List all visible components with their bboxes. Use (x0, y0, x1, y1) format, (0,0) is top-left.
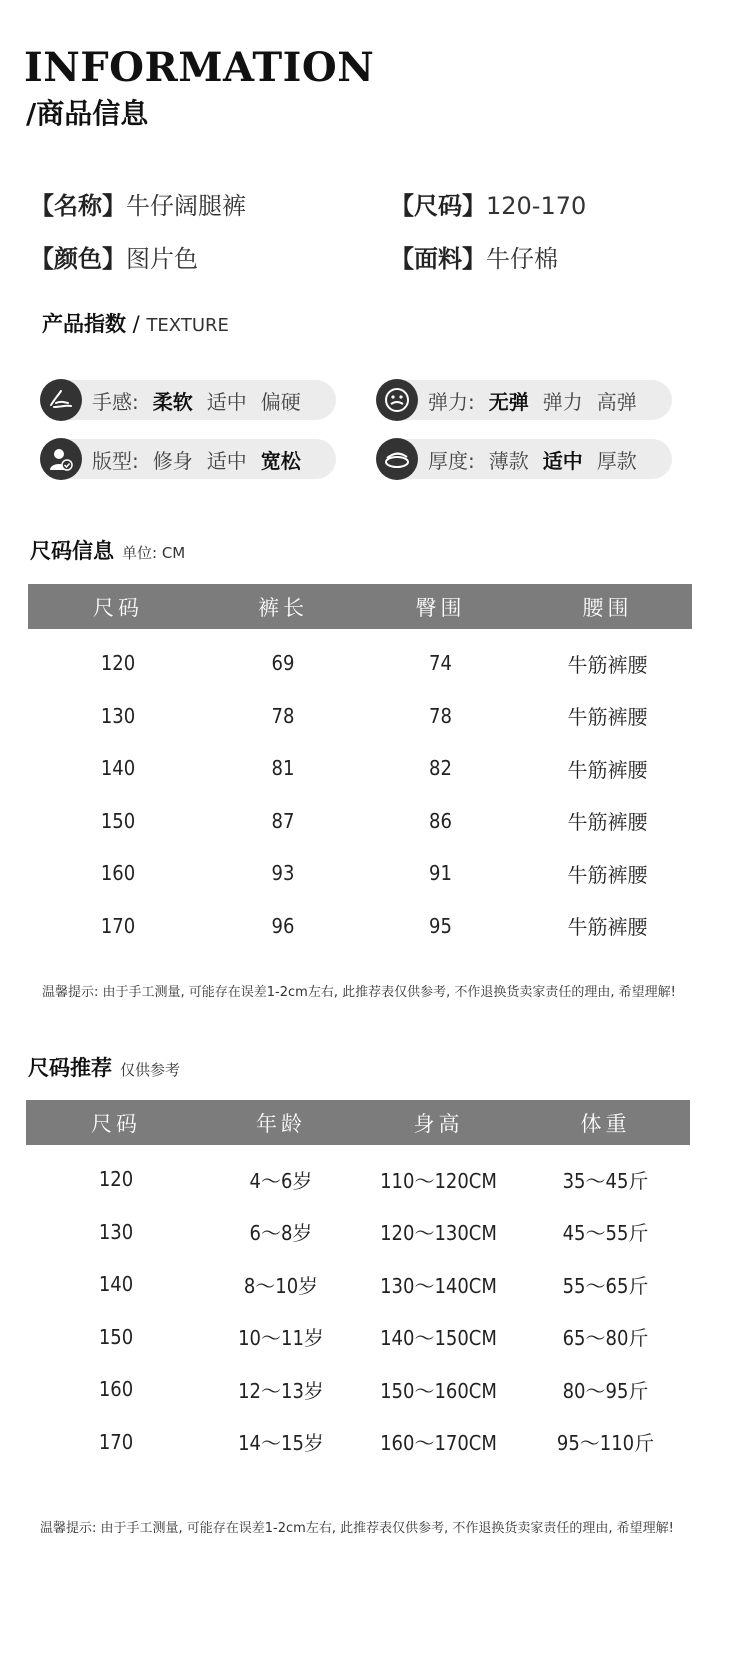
size-rec-header-cell: 年龄 (256, 1111, 306, 1136)
table-cell: 95 (429, 913, 452, 938)
table-cell: 87 (271, 808, 295, 833)
table-row (28, 742, 692, 795)
size-info-header-row (28, 584, 692, 629)
table-row (26, 1416, 690, 1469)
info-fabric-value: 牛仔棉 (486, 245, 558, 273)
thickness-option-1: 薄款 (488, 448, 529, 473)
table-cell: 95～110斤 (556, 1431, 655, 1456)
size-rec-note: 温馨提示: 由于手工测量, 可能存在误差1-2cm左右, 此推荐表仅供参考, 不作退换货卖家责任的理由, 希望理解! (40, 1521, 674, 1536)
table-row (28, 900, 692, 953)
table-cell: 120～130CM (380, 1221, 497, 1246)
table-cell: 65～80斤 (562, 1326, 649, 1351)
table-cell: 120 (100, 651, 136, 676)
size-info-title (30, 535, 185, 565)
info-fabric-key: 【面料】 (390, 245, 486, 273)
texture-slash: / (126, 312, 147, 336)
table-cell: 牛筋裤腰 (567, 810, 648, 835)
info-name-key: 【名称】 (30, 192, 126, 220)
table-cell: 12～13岁 (238, 1378, 324, 1403)
feel-option-2: 适中 (206, 389, 247, 414)
info-size-value: 120-170 (486, 192, 587, 220)
size-info-unit: 单位: CM (122, 544, 186, 562)
page-title-en: INFORMATION (24, 44, 375, 91)
elastic-label: 弹力: (428, 389, 475, 414)
table-cell: 160～170CM (380, 1431, 497, 1456)
size-rec-header-cell: 尺码 (91, 1111, 141, 1136)
table-cell: 69 (271, 651, 295, 676)
table-cell: 14～15岁 (238, 1431, 324, 1456)
table-cell: 8～10岁 (243, 1273, 319, 1298)
table-cell: 牛筋裤腰 (567, 652, 648, 677)
table-cell: 4～6岁 (249, 1168, 313, 1193)
table-cell: 35～45斤 (562, 1168, 649, 1193)
table-cell: 130 (100, 703, 136, 728)
size-info-header-cell: 裤长 (258, 595, 308, 620)
table-cell: 牛筋裤腰 (567, 915, 648, 940)
feel-option-3: 偏硬 (260, 389, 301, 414)
size-rec-header-cell: 身高 (413, 1111, 464, 1136)
table-row (26, 1153, 690, 1206)
table-cell: 10～11岁 (238, 1326, 324, 1351)
size-rec-header-cell: 体重 (580, 1111, 631, 1136)
thickness-label: 厚度: (428, 448, 475, 473)
size-info-header-cell: 腰围 (582, 595, 633, 620)
size-rec-title-text: 尺码推荐 (28, 1056, 112, 1080)
texture-thickness (378, 439, 672, 479)
page-title-cn: /商品信息 (26, 97, 149, 130)
table-cell: 170 (100, 913, 136, 938)
thickness-option-3: 厚款 (596, 448, 637, 473)
table-cell: 78 (429, 703, 452, 728)
table-cell: 86 (429, 808, 452, 833)
table-cell: 130～140CM (380, 1273, 497, 1298)
table-cell: 55～65斤 (562, 1273, 649, 1298)
table-cell: 150～160CM (380, 1378, 497, 1403)
table-row (26, 1311, 690, 1364)
table-cell: 140 (100, 756, 136, 781)
info-color-value: 图片色 (126, 245, 198, 273)
size-info-header-cell: 臀围 (415, 595, 466, 620)
table-cell: 牛筋裤腰 (567, 705, 648, 730)
fit-option-3: 宽松 (260, 448, 301, 473)
info-name (30, 186, 246, 221)
face-icon (376, 379, 418, 421)
table-cell: 牛筋裤腰 (567, 862, 648, 887)
texture-fit (42, 439, 336, 479)
table-cell: 160 (98, 1377, 134, 1402)
texture-title (42, 308, 229, 338)
table-cell: 93 (271, 861, 295, 886)
fit-label: 版型: (92, 448, 139, 473)
info-fabric (390, 239, 558, 274)
table-cell: 6～8岁 (249, 1221, 313, 1246)
texture-title-cn: 产品指数 (42, 312, 126, 336)
table-cell: 牛筋裤腰 (567, 757, 648, 782)
table-cell: 150 (98, 1324, 134, 1349)
table-cell: 110～120CM (380, 1168, 497, 1193)
table-row (28, 690, 692, 743)
info-size (390, 186, 586, 221)
table-cell: 140 (98, 1272, 134, 1297)
table-cell: 150 (100, 808, 136, 833)
info-color (30, 239, 198, 274)
info-color-key: 【颜色】 (30, 245, 126, 273)
table-cell: 170 (98, 1429, 134, 1454)
table-row (26, 1258, 690, 1311)
size-rec-header-row (26, 1100, 690, 1145)
table-cell: 130 (98, 1219, 134, 1244)
size-info-table (28, 584, 692, 952)
table-cell: 140～150CM (380, 1326, 497, 1351)
table-cell: 82 (429, 756, 452, 781)
size-rec-table (26, 1100, 690, 1468)
info-name-value: 牛仔阔腿裤 (126, 192, 246, 220)
elastic-option-1: 无弹 (488, 389, 529, 414)
size-rec-title (28, 1052, 180, 1082)
hand-icon (40, 379, 82, 421)
texture-feel (42, 380, 336, 420)
table-row (26, 1363, 690, 1416)
table-cell: 80～95斤 (562, 1378, 649, 1403)
user-check-icon (40, 438, 82, 480)
size-info-title-text: 尺码信息 (30, 539, 114, 563)
size-rec-subtitle: 仅供参考 (120, 1061, 181, 1079)
elastic-option-2: 弹力 (542, 389, 583, 414)
thickness-option-2: 适中 (542, 448, 583, 473)
table-cell: 45～55斤 (562, 1221, 649, 1246)
table-cell: 74 (429, 651, 452, 676)
feel-option-1: 柔软 (152, 389, 193, 414)
texture-elastic (378, 380, 672, 420)
table-row (28, 637, 692, 690)
fit-option-1: 修身 (152, 448, 193, 473)
table-row (28, 847, 692, 900)
size-info-note: 温馨提示: 由于手工测量, 可能存在误差1-2cm左右, 此推荐表仅供参考, 不作退换货卖家责任的理由, 希望理解! (42, 985, 676, 1000)
feel-label: 手感: (92, 389, 139, 414)
table-cell: 91 (429, 861, 452, 886)
fabric-layers-icon (376, 438, 418, 480)
fit-option-2: 适中 (206, 448, 247, 473)
texture-subtitle: TEXTURE (146, 315, 229, 336)
table-row (28, 795, 692, 848)
size-info-header-cell: 尺码 (93, 595, 143, 620)
table-cell: 120 (98, 1167, 134, 1192)
table-row (26, 1206, 690, 1259)
info-size-key: 【尺码】 (390, 192, 486, 220)
table-cell: 160 (100, 861, 136, 886)
table-cell: 78 (271, 703, 295, 728)
table-cell: 81 (271, 756, 295, 781)
table-cell: 96 (271, 913, 295, 938)
elastic-option-3: 高弹 (596, 389, 637, 414)
